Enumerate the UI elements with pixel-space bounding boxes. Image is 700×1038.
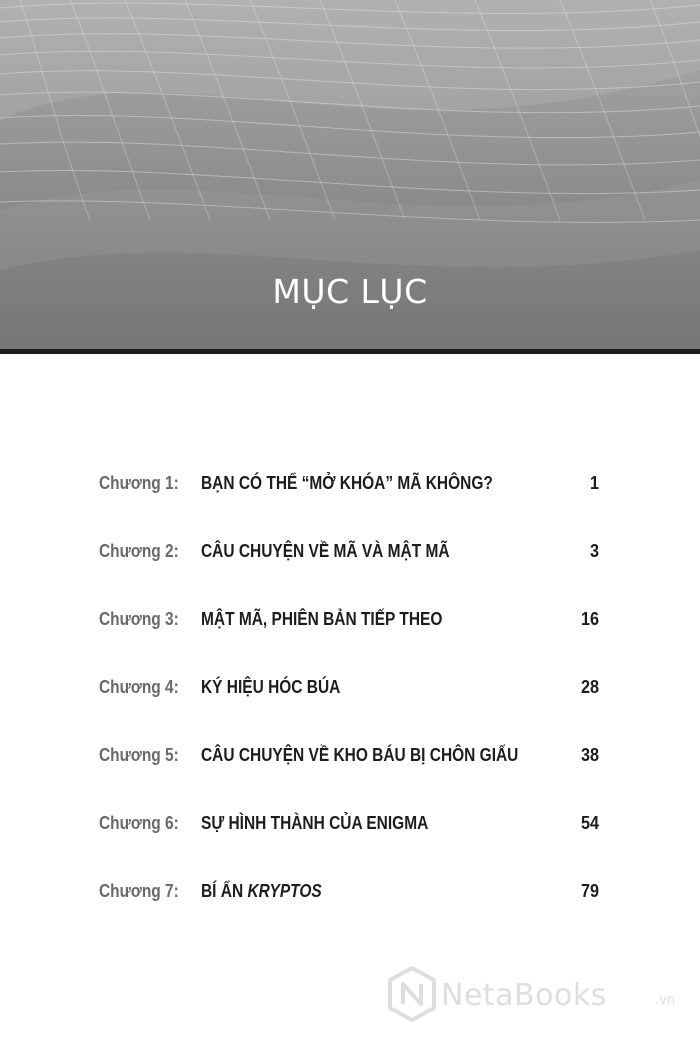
toc-entry-6[interactable] — [0, 805, 700, 845]
header-banner — [0, 0, 700, 352]
chapter-title: CÂU CHUYỆN VỀ MÃ VÀ MẬT MÃ — [201, 541, 450, 561]
chapter-page-number: 79 — [580, 881, 599, 901]
chapter-page-number: 28 — [580, 677, 599, 697]
hexagon-n-logo-icon — [387, 966, 437, 1022]
chapter-page-number: 1 — [589, 473, 599, 493]
chapter-label: Chương 5: — [99, 745, 179, 765]
watermark-brand: NetaBooks — [441, 978, 607, 1013]
toc-entry-5[interactable] — [0, 737, 700, 777]
chapter-label: Chương 1: — [99, 473, 179, 493]
chapter-title-emphasis: KRYPTOS — [247, 881, 322, 901]
toc-entry-4[interactable] — [0, 669, 700, 709]
chapter-title — [201, 881, 322, 902]
chapter-label: Chương 7: — [99, 881, 179, 901]
page-title: MỤC LỤC — [272, 272, 428, 311]
toc-entry-1[interactable] — [0, 465, 700, 505]
chapter-title: CÂU CHUYỆN VỀ KHO BÁU BỊ CHÔN GIẤU — [201, 745, 519, 765]
chapter-label: Chương 2: — [99, 541, 179, 561]
chapter-title: SỰ HÌNH THÀNH CỦA ENIGMA — [201, 813, 429, 833]
chapter-page-number: 38 — [580, 745, 599, 765]
chapter-page-number: 54 — [580, 813, 599, 833]
chapter-title: MẬT MÃ, PHIÊN BẢN TIẾP THEO — [201, 609, 443, 629]
chapter-title: BẠN CÓ THỂ “MỞ KHÓA” MÃ KHÔNG? — [201, 473, 493, 493]
chapter-label: Chương 4: — [99, 677, 179, 697]
header-divider — [0, 349, 700, 354]
toc-entry-3[interactable] — [0, 601, 700, 641]
chapter-page-number: 16 — [580, 609, 599, 629]
chapter-label: Chương 6: — [99, 813, 179, 833]
watermark-suffix: .vn — [655, 993, 676, 1008]
toc-entry-7[interactable] — [0, 873, 700, 913]
toc-entry-2[interactable] — [0, 533, 700, 573]
chapter-page-number: 3 — [589, 541, 599, 561]
chapter-label: Chương 3: — [99, 609, 179, 629]
chapter-title: KÝ HIỆU HÓC BÚA — [201, 677, 341, 697]
watermark — [387, 966, 687, 1026]
chapter-title-prefix: BÍ ẨN — [201, 881, 248, 901]
